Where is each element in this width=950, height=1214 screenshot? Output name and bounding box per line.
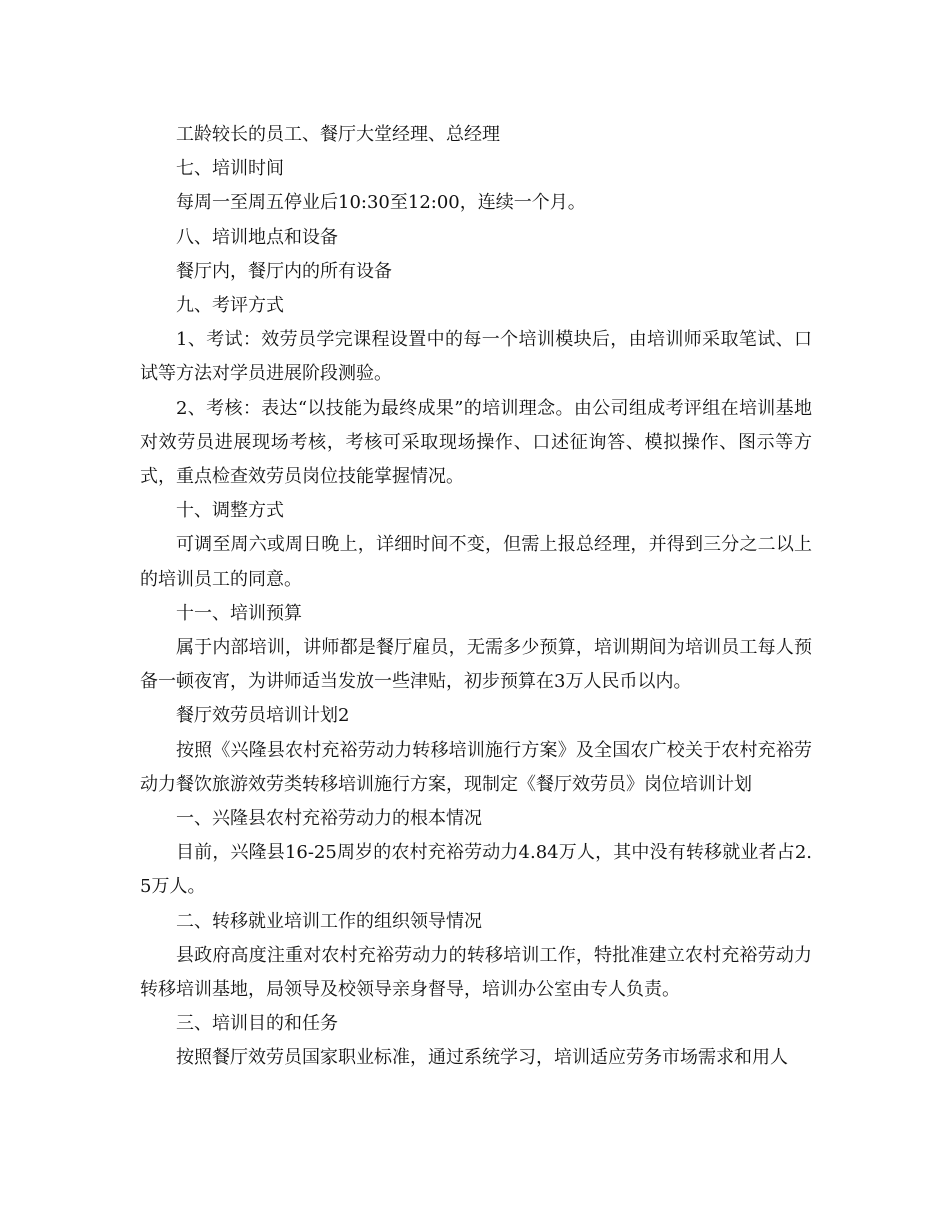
paragraph: 属于内部培训，讲师都是餐厅雇员，无需多少预算，培训期间为培训员工每人预备一顿夜宵，为讲师适当发放一些津贴，初步预算在3万人民币以内。 xyxy=(140,637,812,693)
paragraph: 1、考试：效劳员学完课程设置中的每一个培训模块后，由培训师采取笔试、口试等方法对学员进展阶段测验。 xyxy=(140,329,812,385)
paragraph: 县政府高度注重对农村充裕劳动力的转移培训工作，特批准建立农村充裕劳动力转移培训基地，局领导及校领导亲身督导，培训办公室由专人负责。 xyxy=(140,944,812,1001)
document-subtitle: 餐厅效劳员培训计划2 xyxy=(176,705,350,727)
section-heading: 九、考评方式 xyxy=(176,295,284,317)
section-heading: 一、兴隆县农村充裕劳动力的根本情况 xyxy=(176,808,482,830)
document-body xyxy=(140,118,812,1076)
paragraph: 餐厅内，餐厅内的所有设备 xyxy=(176,260,392,282)
paragraph: 可调至周六或周日晚上，详细时间不变，但需上报总经理，并得到三分之二以上的培训员工的同意。 xyxy=(140,534,812,590)
section-heading: 八、培训地点和设备 xyxy=(176,226,338,248)
paragraph: 目前，兴隆县16-25周岁的农村充裕劳动力4.84万人，其中没有转移就业者占2.5万人。 xyxy=(140,842,812,898)
section-heading: 十一、培训预算 xyxy=(176,602,302,624)
section-heading: 三、培训目的和任务 xyxy=(176,1013,338,1035)
paragraph: 按照餐厅效劳员国家职业标准，通过系统学习，培训适应劳务市场需求和用人 xyxy=(176,1047,788,1069)
paragraph: 2、考核：表达“以技能为最终成果”的培训理念。由公司组成考评组在培训基地对效劳员进展现场考核，考核可采取现场操作、口述征询答、模拟操作、图示等方式，重点检查效劳员岗位技能掌握情况。 xyxy=(140,397,812,488)
section-heading: 十、调整方式 xyxy=(176,500,284,522)
section-heading: 二、转移就业培训工作的组织领导情况 xyxy=(176,910,482,932)
section-heading: 七、培训时间 xyxy=(176,158,284,180)
paragraph: 按照《兴隆县农村充裕劳动力转移培训施行方案》及全国农广校关于农村充裕劳动力餐饮旅游效劳类转移培训施行方案，现制定《餐厅效劳员》岗位培训计划 xyxy=(140,739,812,795)
paragraph: 每周一至周五停业后10:30至12:00，连续一个月。 xyxy=(176,192,586,214)
paragraph: 工龄较长的员工、餐厅大堂经理、总经理 xyxy=(176,124,500,145)
